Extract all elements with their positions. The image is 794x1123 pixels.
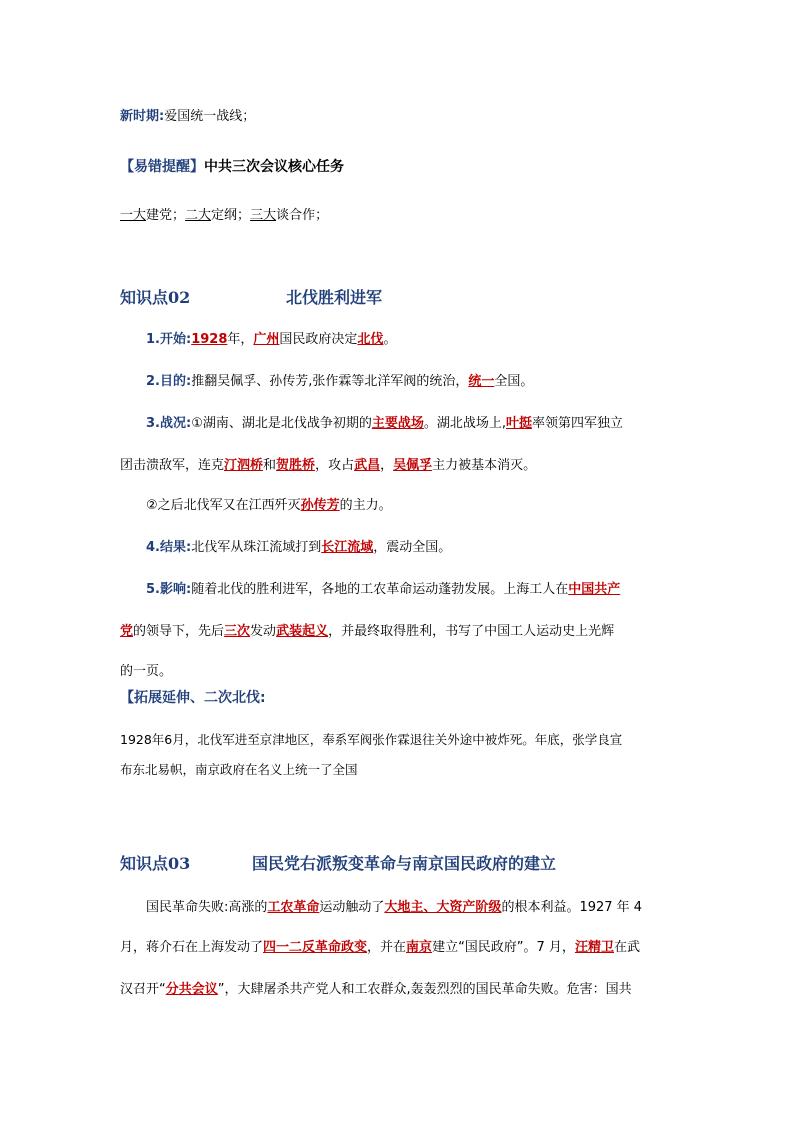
task-2-kw: 二大 [185,208,212,223]
k02-p3-line3 [146,496,392,516]
new-period-text: 爱国统一战线； [164,109,256,124]
section-02-label: 知识点02 [120,288,191,307]
p5-kw1b: 党 [120,624,134,639]
k03-kw6: 分共会议 [165,982,218,997]
p3-l3b: 的主力。 [339,498,392,513]
k03-l3a: 汉召开“ [120,982,166,997]
p3-t2: 。湖北战场上, [423,416,506,431]
p3-l2e: 主力被基本消灭。 [432,458,537,473]
p1-t3: 。 [383,332,397,347]
task-1-kw: 一大 [120,208,147,223]
p2-t2: 全国。 [494,374,534,389]
p3-l2d: ， [380,458,394,473]
k03-l2b: ，并在 [367,940,407,955]
p4-kw: 长江流域 [321,540,374,555]
p5-kw1a: 中国共产 [568,582,621,597]
section-02-heading [120,288,520,310]
p3-kw4: 贺胜桥 [276,458,316,473]
section-02-title: 北伐胜利进军 [286,288,383,307]
new-period-label: 新时期: [120,109,165,124]
k03-l2c: 建立“国民政府”。7 月， [432,940,575,955]
p2-t1: 推翻吴佩孚、孙传芳,张作霖等北洋军阀的统治， [191,374,469,389]
p3-kw7: 孙传芳 [300,498,340,513]
k02-p5-line2 [120,622,614,642]
k03-l1b: 运动触动了 [319,900,385,915]
p4-t2: ，震动全国。 [373,540,452,555]
tasks-line [120,206,328,226]
k02-p3-line1 [146,414,623,434]
p5-t1: 随着北伐的胜利进军，各地的工农革命运动蓬勃发展。上海工人在 [191,582,569,597]
p3-num: 3.战况: [146,416,192,431]
k02-p1 [146,330,396,350]
p1-num: 1.开始: [146,332,192,347]
k03-kw5: 汪精卫 [574,940,614,955]
p3-kw6: 吴佩孚 [393,458,433,473]
p3-t1: ①湖南、湖北是北伐战争初期的 [191,416,372,431]
reminder-title: 中共三次会议核心任务 [204,159,344,175]
p2-kw: 统一 [468,374,495,389]
p3-kw3: 汀泗桥 [224,458,264,473]
p3-kw5: 武昌 [354,458,381,473]
reminder-heading [120,157,344,177]
p5-num: 5.影响: [146,582,192,597]
k03-line3 [120,980,632,1000]
section-03-heading [120,854,680,876]
k02-p2 [146,372,533,392]
p1-kw: 北伐 [357,332,384,347]
k03-kw4: 南京 [406,940,433,955]
p4-t1: 北伐军从珠江流域打到 [191,540,322,555]
ext-heading [120,688,266,708]
p2-num: 2.目的: [146,374,192,389]
k03-line2 [120,938,640,958]
p5-t2: 的领导下，先后 [133,624,225,639]
ext-line-2: 布东北易帜，南京政府在名义上统一了全国 [120,762,358,777]
k03-l1a: 国民革命失败:高涨的 [146,900,268,915]
p1-year: 1928 [191,332,228,347]
section-03-title: 国民党右派叛变革命与南京国民政府的建立 [252,854,557,873]
p3-l3a: ②之后北伐军又在江西歼灭 [146,498,301,513]
p3-kw2: 叶挺 [506,416,533,431]
p5-t5: 的一页。 [120,664,173,679]
ext-title: 【拓展延伸、二次北伐: [120,690,266,706]
new-period-line [120,107,255,127]
k03-kw1: 工农革命 [267,900,320,915]
p3-kw1: 主要战场 [371,416,424,431]
p5-kw2: 三次 [224,624,251,639]
p3-l2b: 和 [263,458,277,473]
p1-place: 广州 [253,332,280,347]
k03-l2a: 月，蒋介石在上海发动了 [120,940,264,955]
k03-l1c: 的根本利益。1927 年 4 [501,900,643,915]
p3-l2c: ，攻占 [315,458,355,473]
task-3-text: 谈合作； [276,208,329,223]
k03-kw3: 四一二反革命政变 [263,940,368,955]
p5-kw3: 武装起义 [276,624,329,639]
p3-l2a: 团击溃敌军，连克 [120,458,225,473]
k02-p3-line2 [120,456,536,476]
p5-t4: ，并最终取得胜利，书写了中国工人运动史上光辉 [328,624,615,639]
k02-p5-line1 [146,580,620,600]
ext-line-1: 1928年6月，北伐军进至京津地区，奉系军阀张作霖退往关外途中被炸死。年底，张学良宣 [120,732,623,747]
p1-t2: 国民政府决定 [279,332,358,347]
section-03-label: 知识点03 [120,854,191,873]
p5-t3: 发动 [250,624,277,639]
p3-t3: 率领第四军独立 [532,416,624,431]
reminder-bracket: 【易错提醒】 [120,159,204,175]
task-2-text: 定纲； [211,208,251,223]
k03-kw2: 大地主、大资产阶级 [384,900,502,915]
k03-l2d: 在武 [613,940,640,955]
k02-p4 [146,538,451,558]
k03-l3b: ”，大肆屠杀共产党人和工农群众,轰轰烈烈的国民革命失败。危害：国共 [217,982,632,997]
task-3-kw: 三大 [250,208,277,223]
task-1-text: 建党； [146,208,186,223]
p1-t1: 年， [227,332,254,347]
k03-line1 [146,898,642,918]
p4-num: 4.结果: [146,540,192,555]
k02-p5-line3 [120,662,172,682]
